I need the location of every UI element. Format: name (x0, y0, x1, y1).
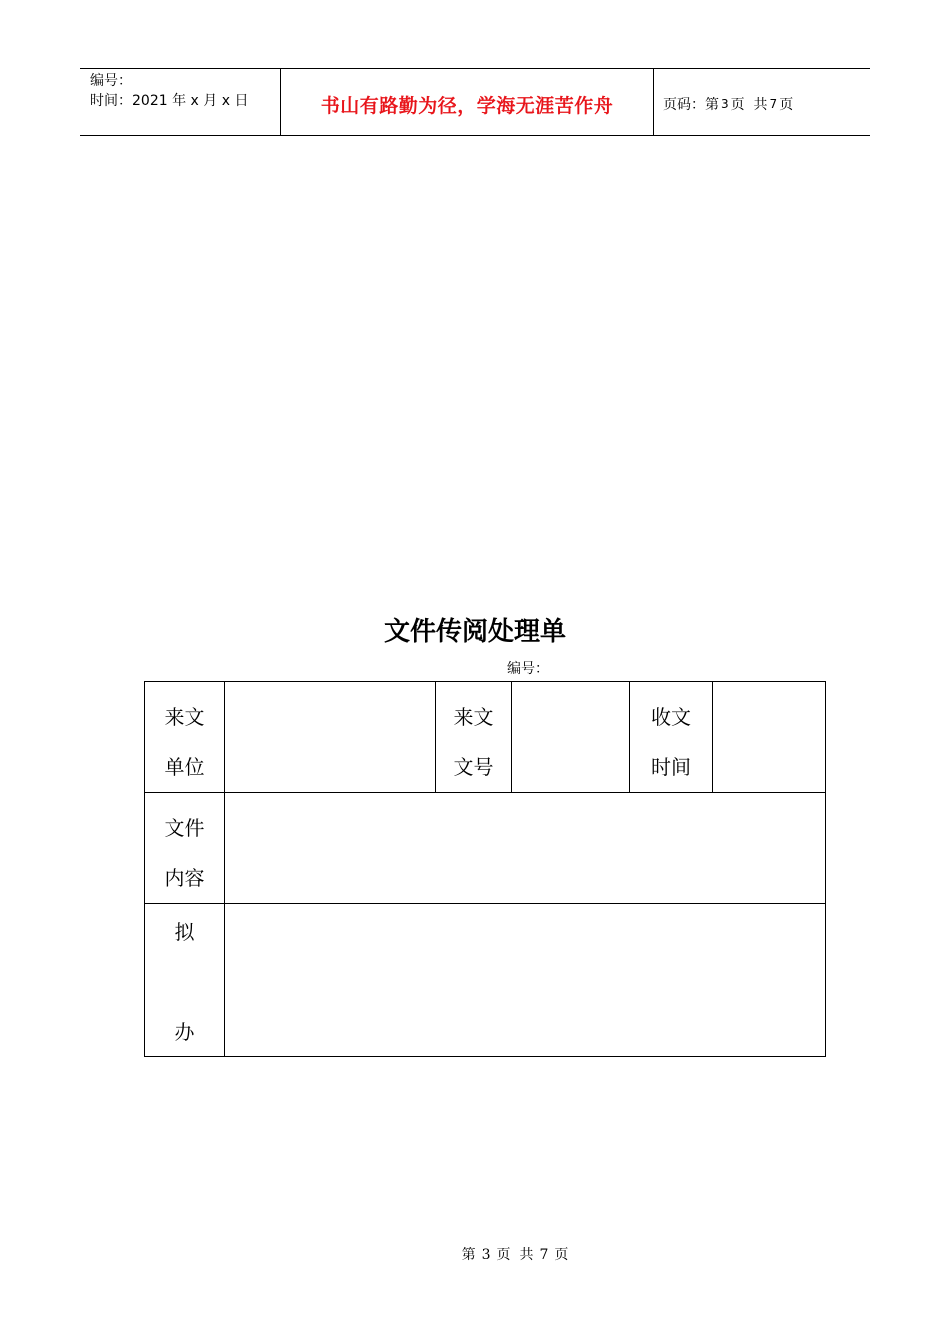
header-info-cell (80, 69, 281, 135)
draft-label (145, 904, 225, 1057)
draft-label-line2: 办 (174, 1020, 195, 1044)
receive-time-label-line1: 收文 (651, 705, 691, 729)
form-title: 文件传阅处理单 (383, 617, 566, 647)
header-page-current: 3 (721, 97, 729, 111)
source-number-label (436, 682, 512, 793)
source-unit-field[interactable] (225, 682, 436, 793)
receive-time-label-line2: 时间 (651, 755, 691, 779)
header-motto-cell (281, 69, 654, 135)
source-unit-label-line2: 单位 (164, 755, 205, 779)
draft-label-gap (145, 956, 224, 1008)
footer-mid: 页 共 (496, 1247, 534, 1263)
table-row-content (145, 793, 826, 904)
source-unit-label (145, 682, 225, 793)
content-label (145, 793, 225, 904)
circulation-form-table (144, 681, 826, 1057)
content-field[interactable] (225, 793, 826, 904)
table-row-draft (145, 904, 826, 1057)
draft-field[interactable] (225, 904, 826, 1057)
receive-time-label (630, 682, 713, 793)
footer-current: 3 (481, 1247, 491, 1263)
content-label-line2: 内容 (164, 866, 205, 890)
header-page-prefix: 页码：第 (663, 97, 719, 113)
header-page-mid: 页 共 (730, 97, 768, 113)
receive-time-field[interactable] (713, 682, 826, 793)
header-page-total: 7 (769, 97, 778, 111)
source-unit-label-line1: 来文 (164, 705, 205, 729)
header-time-label: 时间：2021 年 x 月 x 日 (90, 93, 249, 109)
header-page-cell (654, 69, 870, 135)
page-footer (0, 1245, 950, 1265)
content-label-line1: 文件 (164, 816, 205, 840)
footer-suffix: 页 (554, 1247, 569, 1263)
page-header (80, 68, 870, 136)
footer-prefix: 第 (461, 1247, 476, 1263)
source-number-label-line1: 来文 (453, 705, 494, 729)
header-page-suffix: 页 (779, 97, 794, 113)
table-row-source (145, 682, 826, 793)
source-number-field[interactable] (512, 682, 630, 793)
source-number-label-line2: 文号 (453, 755, 494, 779)
form-serial-label: 编号： (507, 661, 549, 677)
header-motto: 书山有路勤为径，学海无涯苦作舟 (320, 94, 614, 117)
header-serial-label: 编号： (90, 73, 132, 89)
draft-label-line1: 拟 (174, 920, 195, 944)
footer-total: 7 (539, 1247, 549, 1263)
